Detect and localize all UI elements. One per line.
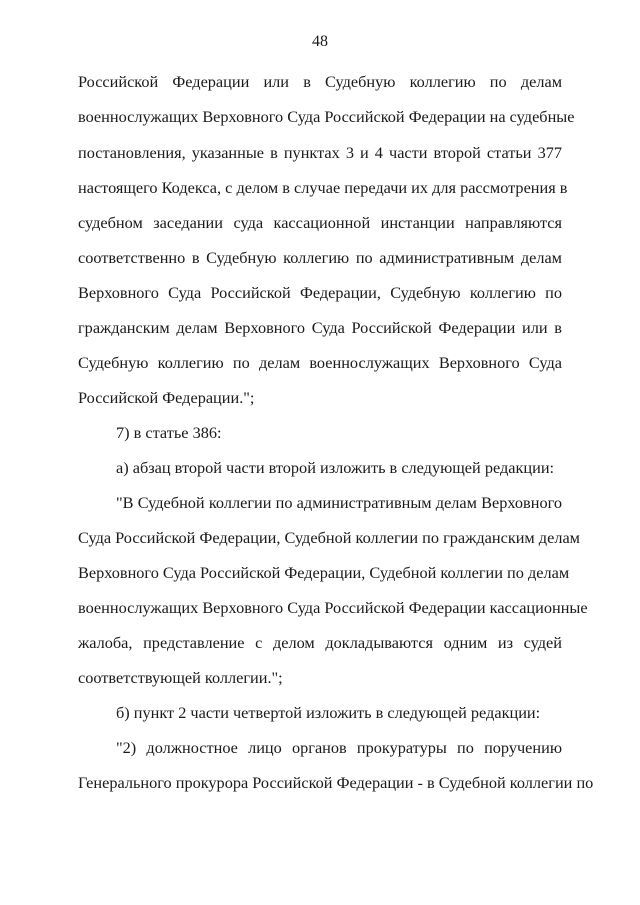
text-line: Верховного Суда Российской Федерации, Судебной коллегии по делам — [78, 563, 570, 582]
text-line: а) абзац второй части второй изложить в следующей редакции: — [116, 458, 555, 477]
text-line: соответствующей коллегии."; — [78, 668, 283, 687]
text-line: военнослужащих Верховного Суда Российской Федерации кассационные — [78, 598, 588, 617]
text-line: соответственно в Судебную коллегию по административным делам — [78, 248, 562, 267]
text-line: настоящего Кодекса, с делом в случае передачи их для рассмотрения в — [78, 178, 568, 197]
text-line: Российской Федерации или в Судебную коллегию по делам — [78, 72, 562, 91]
text-line: Суда Российской Федерации, Судебной коллегии по гражданским делам — [78, 528, 580, 547]
text-line: Генерального прокурора Российской Федерации - в Судебной коллегии по — [78, 773, 594, 792]
text-line: б) пункт 2 части четвертой изложить в следующей редакции: — [116, 703, 541, 722]
text-line: Судебную коллегию по делам военнослужащих Верховного Суда — [78, 353, 562, 372]
text-line: судебном заседании суда кассационной инстанции направляются — [78, 213, 562, 232]
text-line: военнослужащих Верховного Суда Российской Федерации на судебные — [78, 107, 575, 126]
text-line: гражданским делам Верховного Суда Российской Федерации или в — [78, 318, 562, 337]
page-number: 48 — [312, 33, 328, 50]
text-line: постановления, указанные в пунктах 3 и 4 части второй статьи 377 — [78, 143, 562, 162]
text-line: "2) должностное лицо органов прокуратуры по поручению — [116, 738, 562, 757]
text-line: Российской Федерации."; — [78, 388, 255, 407]
text-line: Верховного Суда Российской Федерации, Судебную коллегию по — [78, 283, 562, 302]
text-line: жалоба, представление с делом докладываются одним из судей — [78, 633, 562, 652]
text-line: "В Судебной коллегии по административным делам Верховного — [116, 493, 562, 512]
text-line: 7) в статье 386: — [116, 423, 222, 442]
